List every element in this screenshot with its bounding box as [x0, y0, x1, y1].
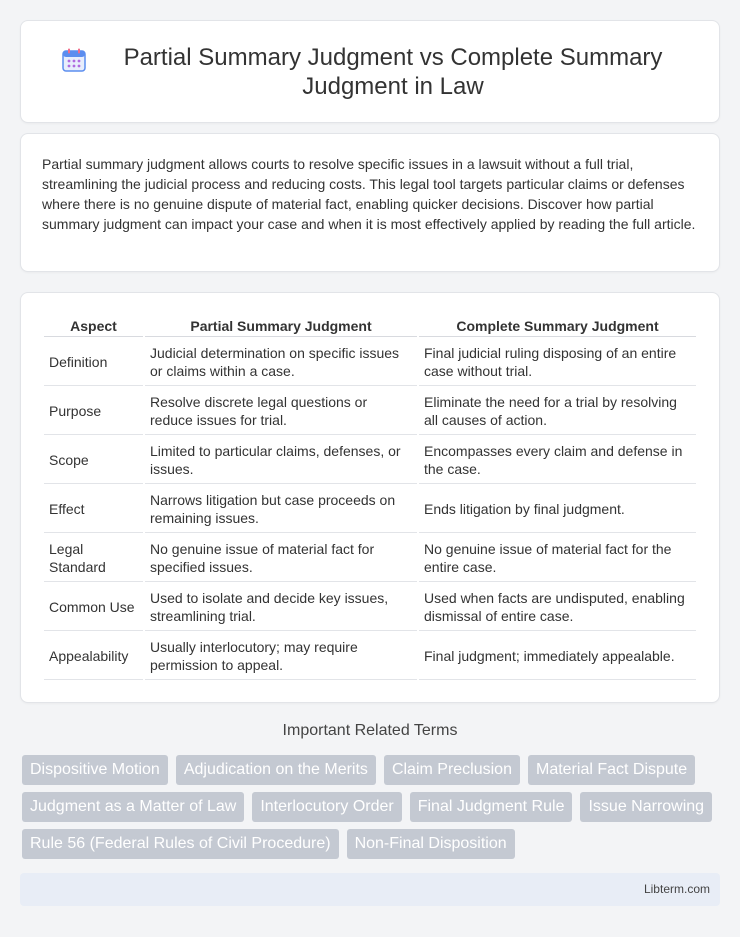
cell-complete: No genuine issue of material fact for the entire case. [419, 535, 696, 582]
header-complete: Complete Summary Judgment [419, 315, 696, 337]
tag-judgment-as-a-matter-of-law[interactable]: Judgment as a Matter of Law [22, 792, 244, 822]
related-terms-title: Important Related Terms [282, 722, 458, 739]
tag-dispositive-motion[interactable]: Dispositive Motion [22, 755, 168, 785]
table-header-row [44, 315, 696, 337]
table-row [44, 388, 696, 435]
cell-complete: Encompasses every claim and defense in the case. [419, 437, 696, 484]
cell-aspect: Common Use [44, 584, 143, 631]
intro-text: Partial summary judgment allows courts to resolve specific issues in a lawsuit without a full trial, streamlining the judicial process and reducing costs. This legal tool targets particular claims or defenses where there is no genuine dispute of material fact, enabling quicker decisions. Discover how partial summary judgment can impact your case and when it is most effectively applied by reading the full article. [42, 156, 696, 232]
table-row [44, 437, 696, 484]
tag-interlocutory-order[interactable]: Interlocutory Order [252, 792, 401, 822]
intro-card [20, 133, 720, 272]
cell-complete: Final judicial ruling disposing of an entire case without trial. [419, 339, 696, 386]
tag-rule-56[interactable]: Rule 56 (Federal Rules of Civil Procedure) [22, 829, 339, 859]
header-card [20, 20, 720, 123]
related-terms-list [22, 755, 722, 866]
footer-brand-link[interactable]: Libterm.com [643, 882, 710, 896]
tag-adjudication-on-the-merits[interactable]: Adjudication on the Merits [176, 755, 376, 785]
cell-partial: Narrows litigation but case proceeds on remaining issues. [145, 486, 417, 533]
tag-issue-narrowing[interactable]: Issue Narrowing [580, 792, 712, 822]
cell-partial: Judicial determination on specific issues or claims within a case. [145, 339, 417, 386]
table-row [44, 339, 696, 386]
cell-partial: Limited to particular claims, defenses, or issues. [145, 437, 417, 484]
cell-aspect: Purpose [44, 388, 143, 435]
cell-aspect: Scope [44, 437, 143, 484]
calendar-icon [61, 47, 87, 73]
cell-partial: Resolve discrete legal questions or reduce issues for trial. [145, 388, 417, 435]
page-title: Partial Summary Judgment vs Complete Summary Judgment in Law [123, 43, 663, 100]
table-row [44, 633, 696, 680]
cell-aspect: Effect [44, 486, 143, 533]
cell-aspect: Definition [44, 339, 143, 386]
comparison-table-card [20, 292, 720, 703]
cell-complete: Eliminate the need for a trial by resolving all causes of action. [419, 388, 696, 435]
table-row [44, 486, 696, 533]
cell-partial: Used to isolate and decide key issues, streamlining trial. [145, 584, 417, 631]
cell-complete: Used when facts are undisputed, enabling dismissal of entire case. [419, 584, 696, 631]
tag-claim-preclusion[interactable]: Claim Preclusion [384, 755, 520, 785]
header-aspect: Aspect [44, 315, 143, 337]
cell-aspect: Appealability [44, 633, 143, 680]
cell-partial: No genuine issue of material fact for specified issues. [145, 535, 417, 582]
tag-material-fact-dispute[interactable]: Material Fact Dispute [528, 755, 695, 785]
cell-complete: Ends litigation by final judgment. [419, 486, 696, 533]
tag-final-judgment-rule[interactable]: Final Judgment Rule [410, 792, 573, 822]
table-row [44, 535, 696, 582]
table-row [44, 584, 696, 631]
cell-aspect: Legal Standard [44, 535, 143, 582]
footer [20, 873, 720, 906]
header-partial: Partial Summary Judgment [145, 315, 417, 337]
cell-partial: Usually interlocutory; may require permission to appeal. [145, 633, 417, 680]
comparison-table [42, 313, 698, 682]
tag-non-final-disposition[interactable]: Non-Final Disposition [347, 829, 515, 859]
cell-complete: Final judgment; immediately appealable. [419, 633, 696, 680]
